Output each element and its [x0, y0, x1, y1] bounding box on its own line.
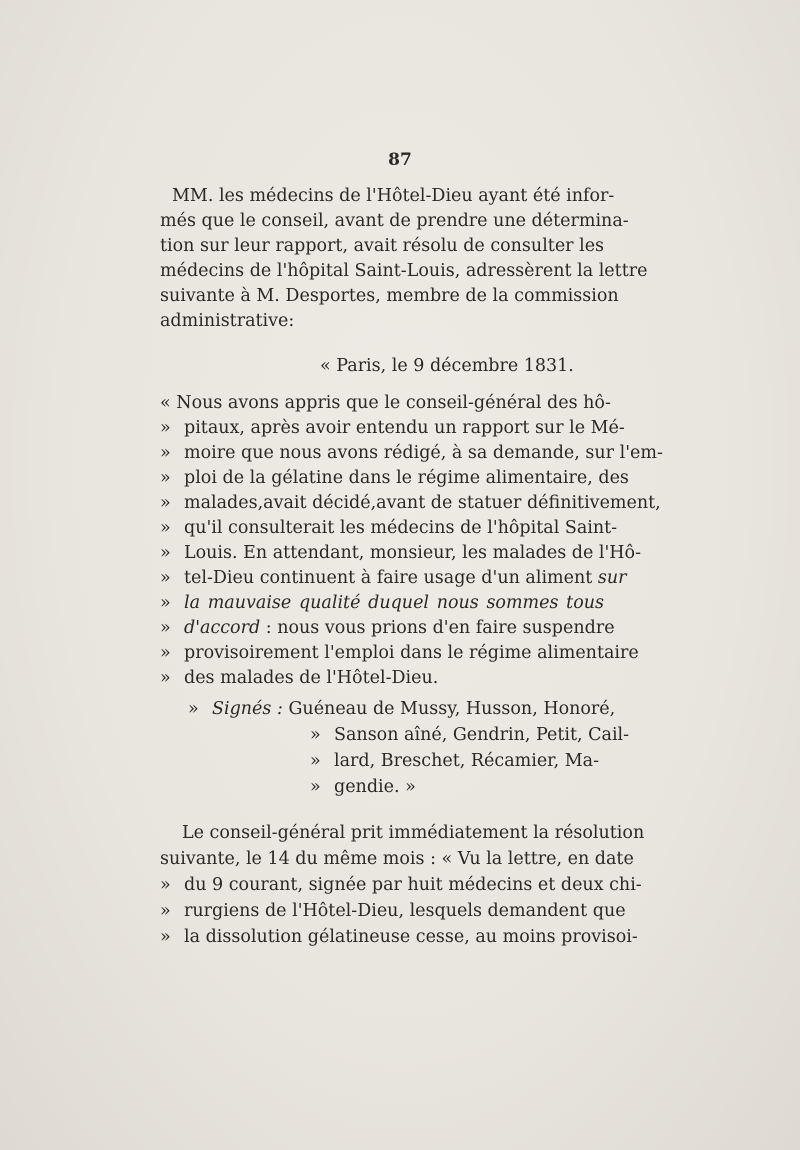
letter-line-10: » d'accord : nous vous prions d'en faire suspendre [160, 618, 615, 638]
p2-line-2: suivante, le 14 du même mois : « Vu la lettre, en date [160, 849, 634, 869]
letter-line-8: » tel-Dieu continuent à faire usage d'un aliment sur [160, 568, 627, 588]
signatures-line-3: » lard, Breschet, Récamier, Ma- [310, 751, 600, 771]
signatures-line-2: » Sanson aîné, Gendrin, Petit, Cail- [310, 725, 630, 745]
letter-line-9: » la mauvaise qualité duquel nous sommes tous [160, 593, 604, 613]
letter-line-2: » pitaux, après avoir entendu un rapport sur le Mé- [160, 418, 625, 438]
signatures-line-1: » Signés : Guéneau de Mussy, Husson, Honoré, [188, 699, 616, 719]
dateline: « Paris, le 9 décembre 1831. [320, 356, 574, 376]
letter-line-3: » moire que nous avons rédigé, à sa demande, sur l'em- [160, 443, 663, 463]
letter-line-1: « Nous avons appris que le conseil-général des hô- [160, 393, 611, 413]
letter-line-4: » ploi de la gélatine dans le régime alimentaire, des [160, 468, 629, 488]
p1-line-5: suivante à M. Desportes, membre de la commission [160, 286, 619, 306]
p1-line-2: més que le conseil, avant de prendre une détermina- [160, 211, 629, 231]
letter-line-7: » Louis. En attendant, monsieur, les malades de l'Hô- [160, 543, 641, 563]
p1-line-6: administrative: [160, 311, 295, 331]
letter-line-6: » qu'il consulterait les médecins de l'hôpital Saint- [160, 518, 618, 538]
letter-line-12: » des malades de l'Hôtel-Dieu. [160, 668, 439, 688]
p1-line-1: MM. les médecins de l'Hôtel-Dieu ayant été infor- [172, 186, 615, 206]
p1-line-3: tion sur leur rapport, avait résolu de consulter les [160, 236, 605, 256]
signatures-line-4: » gendie. » [310, 777, 416, 797]
p1-line-4: médecins de l'hôpital Saint-Louis, adressèrent la lettre [160, 261, 648, 281]
p2-line-4: » rurgiens de l'Hôtel-Dieu, lesquels demandent que [160, 901, 626, 921]
letter-line-5: » malades,avait décidé,avant de statuer définitivement, [160, 493, 661, 513]
p2-line-1: Le conseil-général prit immédiatement la résolution [182, 823, 645, 843]
p2-line-5: » la dissolution gélatineuse cesse, au moins provisoi- [160, 927, 638, 947]
letter-line-11: » provisoirement l'emploi dans le régime alimentaire [160, 643, 639, 663]
page-number: 87 [388, 150, 412, 170]
p2-line-3: » du 9 courant, signée par huit médecins et deux chi- [160, 875, 642, 895]
